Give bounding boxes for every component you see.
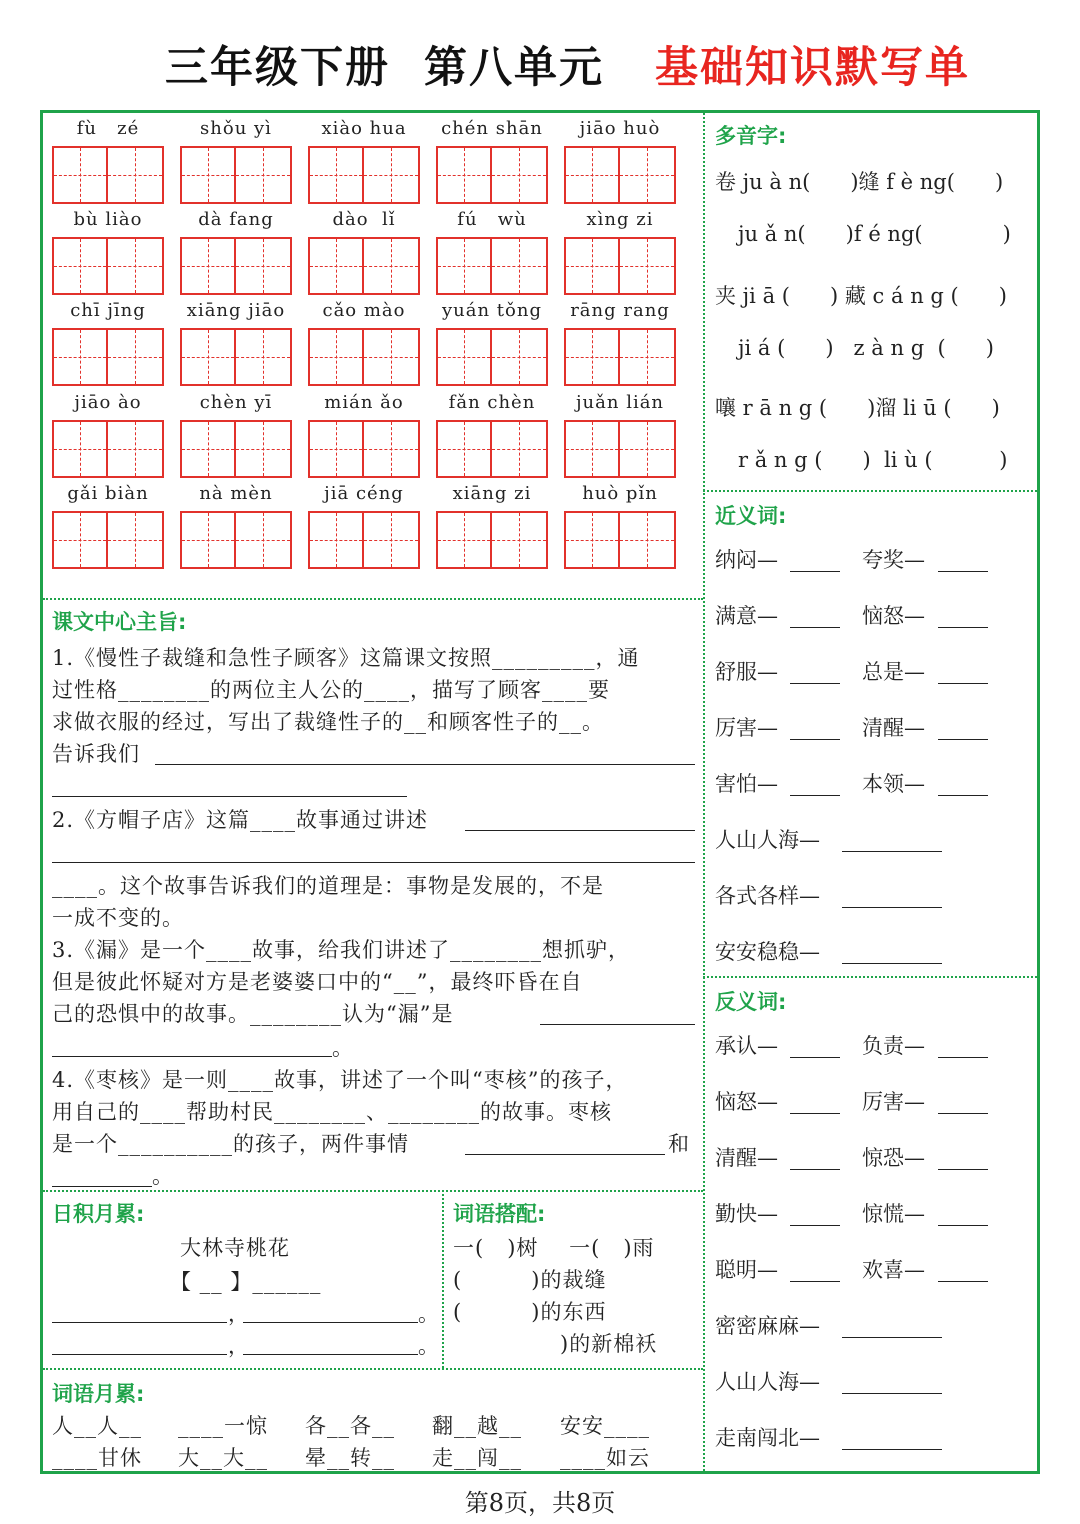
answer-line[interactable]	[155, 764, 695, 765]
writing-cell[interactable]	[364, 237, 420, 295]
writing-cell[interactable]	[436, 511, 492, 569]
pinyin-label: huò pǐn	[582, 483, 658, 504]
poem-period: 。	[418, 1302, 440, 1326]
pinyin-word	[308, 209, 420, 231]
pinyin-word	[308, 483, 420, 505]
theme-line: 用自己的____帮助村民________、________的故事。枣核	[52, 1100, 612, 1124]
writing-cell[interactable]	[492, 328, 548, 386]
pinyin-word	[180, 483, 292, 505]
writing-box-pair	[180, 237, 292, 295]
word-prompt: 恼怒—	[715, 1090, 778, 1114]
answer-line[interactable]	[790, 1281, 840, 1282]
theme-line: ____。这个故事告诉我们的道理是：事物是发展的，不是	[52, 874, 604, 898]
polyphone-line: ji á ( ) z à n g ( )	[738, 336, 994, 360]
theme-line: 。	[332, 1036, 354, 1060]
answer-line[interactable]	[938, 1057, 988, 1058]
word-prompt: 走南闯北—	[715, 1426, 820, 1450]
pinyin-label: cǎo mào	[322, 300, 406, 321]
poem-period: 。	[418, 1334, 440, 1358]
word-prompt: 各式各样—	[715, 884, 820, 908]
word-prompt: 负责—	[862, 1034, 925, 1058]
word-item: 晕__转__	[305, 1446, 395, 1470]
word-item: 各__各__	[305, 1414, 395, 1438]
word-prompt: 承认—	[715, 1034, 778, 1058]
pinyin-label: xiào hua	[321, 118, 407, 139]
writing-box-pair	[52, 328, 164, 386]
answer-line[interactable]	[842, 1337, 942, 1338]
synonyms-heading: 近义词:	[715, 504, 787, 528]
collocation-line: )的新棉袄	[560, 1332, 658, 1356]
writing-cell[interactable]	[308, 237, 364, 295]
pinyin-label: dào lǐ	[332, 209, 396, 230]
writing-cell[interactable]	[180, 511, 236, 569]
writing-cell[interactable]	[108, 146, 164, 204]
answer-line[interactable]	[842, 1393, 942, 1394]
writing-cell[interactable]	[52, 420, 108, 478]
word-prompt: 纳闷—	[715, 548, 778, 572]
writing-cell[interactable]	[236, 420, 292, 478]
pinyin-label: bù liào	[73, 209, 143, 230]
writing-cell[interactable]	[436, 237, 492, 295]
writing-box-pair	[180, 146, 292, 204]
writing-cell[interactable]	[364, 328, 420, 386]
writing-box-pair	[436, 146, 548, 204]
writing-cell[interactable]	[564, 237, 620, 295]
writing-cell[interactable]	[236, 146, 292, 204]
word-prompt: 夸奖—	[862, 548, 925, 572]
answer-line[interactable]	[938, 1113, 988, 1114]
word-prompt: 清醒—	[715, 1146, 778, 1170]
writing-box-pair	[564, 328, 676, 386]
answer-line[interactable]	[52, 1186, 152, 1187]
pinyin-word	[436, 392, 548, 414]
theme-line: 2.《方帽子店》这篇____故事通过讲述	[52, 808, 429, 832]
writing-box-pair	[52, 420, 164, 478]
writing-cell[interactable]	[564, 420, 620, 478]
writing-cell[interactable]	[564, 146, 620, 204]
pinyin-word	[180, 392, 292, 414]
answer-line[interactable]	[790, 1057, 840, 1058]
pinyin-label: fù zé	[76, 118, 140, 139]
collocation-line: ( )的东西	[453, 1300, 607, 1324]
answer-line[interactable]	[52, 862, 695, 863]
word-prompt: 人山人海—	[715, 1370, 820, 1394]
pinyin-label: yuán tǒng	[442, 300, 542, 321]
writing-box-pair	[436, 420, 548, 478]
answer-line[interactable]	[790, 1225, 840, 1226]
writing-cell[interactable]	[108, 420, 164, 478]
writing-box-pair	[564, 511, 676, 569]
antonyms-heading: 反义词:	[715, 990, 787, 1014]
writing-cell[interactable]	[364, 420, 420, 478]
writing-box-pair	[180, 420, 292, 478]
answer-line[interactable]	[842, 851, 942, 852]
poem-title: 大林寺桃花	[180, 1236, 290, 1260]
writing-box-pair	[436, 511, 548, 569]
word-item: ____一惊	[178, 1414, 268, 1438]
page-title	[0, 28, 1080, 94]
pinyin-word	[436, 483, 548, 505]
word-item: 翻__越__	[432, 1414, 522, 1438]
word-item: 安安____	[560, 1414, 650, 1438]
theme-line: 求做衣服的经过，写出了裁缝性子的__和顾客性子的__。	[52, 710, 604, 734]
pinyin-label: gǎi biàn	[67, 483, 149, 504]
word-prompt: 聪明—	[715, 1258, 778, 1282]
word-prompt: 清醒—	[862, 716, 925, 740]
writing-cell[interactable]	[492, 237, 548, 295]
writing-cell[interactable]	[620, 328, 676, 386]
writing-cell[interactable]	[180, 420, 236, 478]
writing-cell[interactable]	[52, 146, 108, 204]
writing-cell[interactable]	[52, 237, 108, 295]
divider	[703, 976, 1037, 978]
writing-cell[interactable]	[52, 328, 108, 386]
writing-cell[interactable]	[620, 146, 676, 204]
writing-cell[interactable]	[620, 511, 676, 569]
pinyin-word	[564, 209, 676, 231]
word-prompt: 恼怒—	[862, 604, 925, 628]
writing-box-pair	[308, 237, 420, 295]
pinyin-label: fú wù	[457, 209, 527, 230]
word-prompt: 密密麻麻—	[715, 1314, 820, 1338]
pinyin-word	[564, 483, 676, 505]
theme-line: 。	[152, 1164, 174, 1188]
theme-line: 过性格________的两位主人公的____，描写了顾客____要	[52, 678, 610, 702]
word-prompt: 安安稳稳—	[715, 940, 820, 964]
polyphone-line: 卷 ju à n( )缝 f è ng( )	[715, 170, 1004, 194]
writing-cell[interactable]	[180, 328, 236, 386]
writing-box-pair	[52, 511, 164, 569]
answer-line[interactable]	[938, 1169, 988, 1170]
pinyin-word	[564, 392, 676, 414]
answer-line[interactable]	[465, 1154, 665, 1155]
pinyin-label: chī jīng	[70, 300, 146, 321]
word-prompt: 本领—	[862, 772, 925, 796]
words-heading: 词语月累:	[52, 1382, 145, 1406]
writing-cell[interactable]	[492, 511, 548, 569]
writing-box-pair	[52, 237, 164, 295]
answer-line[interactable]	[540, 1024, 695, 1025]
answer-line[interactable]	[790, 739, 840, 740]
writing-box-pair	[308, 420, 420, 478]
pinyin-word	[436, 300, 548, 322]
writing-cell[interactable]	[620, 420, 676, 478]
pinyin-label: fǎn chèn	[448, 392, 536, 413]
polyphone-line: 夹 ji ā ( ) 藏 c á n g ( )	[715, 284, 1007, 308]
writing-box-pair	[436, 328, 548, 386]
answer-line[interactable]	[938, 795, 988, 796]
answer-line[interactable]	[52, 796, 407, 797]
writing-cell[interactable]	[108, 328, 164, 386]
poem-comma: ，	[228, 1334, 250, 1358]
divider	[43, 1368, 703, 1370]
writing-cell[interactable]	[364, 146, 420, 204]
writing-box-pair	[180, 511, 292, 569]
pinyin-word	[180, 118, 292, 140]
writing-cell[interactable]	[308, 146, 364, 204]
writing-box-pair	[564, 146, 676, 204]
pinyin-word	[52, 300, 164, 322]
answer-line[interactable]	[52, 1056, 332, 1057]
word-prompt: 舒服—	[715, 660, 778, 684]
writing-cell[interactable]	[436, 420, 492, 478]
writing-cell[interactable]	[436, 146, 492, 204]
writing-cell[interactable]	[436, 328, 492, 386]
word-item: ____甘休	[52, 1446, 142, 1470]
word-prompt: 害怕—	[715, 772, 778, 796]
pinyin-word	[52, 209, 164, 231]
answer-line[interactable]	[243, 1322, 418, 1323]
word-prompt: 厉害—	[715, 716, 778, 740]
answer-line[interactable]	[938, 683, 988, 684]
pinyin-word	[180, 209, 292, 231]
word-prompt: 人山人海—	[715, 828, 820, 852]
pinyin-word	[436, 209, 548, 231]
pinyin-word	[52, 118, 164, 140]
theme-line: 4.《枣核》是一则____故事，讲述了一个叫“枣核”的孩子，	[52, 1068, 628, 1092]
pinyin-label: jiāo ào	[74, 392, 142, 413]
collocation-heading: 词语搭配:	[453, 1202, 546, 1226]
answer-line[interactable]	[938, 1225, 988, 1226]
writing-cell[interactable]	[492, 420, 548, 478]
answer-line[interactable]	[790, 683, 840, 684]
writing-box-pair	[436, 237, 548, 295]
pinyin-label: jiā céng	[324, 483, 404, 504]
answer-line[interactable]	[842, 963, 942, 964]
answer-line[interactable]	[790, 627, 840, 628]
pinyin-word	[564, 300, 676, 322]
pinyin-word	[52, 483, 164, 505]
word-prompt: 欢喜—	[862, 1258, 925, 1282]
divider	[43, 1190, 703, 1192]
answer-line[interactable]	[790, 795, 840, 796]
writing-cell[interactable]	[236, 511, 292, 569]
daily-heading: 日积月累:	[52, 1202, 145, 1226]
collocation-line: 一( )树 一( )雨	[453, 1236, 655, 1260]
pinyin-word	[308, 392, 420, 414]
writing-cell[interactable]	[180, 237, 236, 295]
answer-line[interactable]	[842, 907, 942, 908]
divider	[442, 1190, 444, 1368]
theme-line: 一成不变的。	[52, 906, 184, 930]
writing-box-pair	[308, 511, 420, 569]
pinyin-word	[436, 118, 548, 140]
answer-line[interactable]	[52, 1322, 227, 1323]
answer-line[interactable]	[52, 1354, 227, 1355]
pinyin-word	[308, 300, 420, 322]
writing-cell[interactable]	[492, 146, 548, 204]
answer-line[interactable]	[938, 571, 988, 572]
theme-line: 告诉我们	[52, 742, 140, 766]
theme-line: 是一个__________的孩子，两件事情	[52, 1132, 409, 1156]
word-item: ____如云	[560, 1446, 650, 1470]
word-prompt: 惊慌—	[862, 1202, 925, 1226]
poem-author: 【 __ 】______	[170, 1270, 322, 1294]
writing-cell[interactable]	[308, 420, 364, 478]
answer-line[interactable]	[938, 1281, 988, 1282]
pinyin-label: xìng zi	[586, 209, 654, 230]
page-number: 第8页，共8页	[464, 1489, 616, 1517]
column-divider	[703, 110, 705, 1474]
pinyin-label: chèn yī	[199, 392, 273, 413]
pinyin-label: rāng rang	[570, 300, 670, 321]
pinyin-label: juǎn lián	[575, 392, 665, 413]
pinyin-label: shǒu yì	[200, 118, 272, 139]
word-prompt: 勤快—	[715, 1202, 778, 1226]
pinyin-label: mián ǎo	[324, 392, 404, 413]
poem-comma: ，	[228, 1302, 250, 1326]
writing-cell[interactable]	[564, 328, 620, 386]
pinyin-label: jiāo huò	[579, 118, 661, 139]
answer-line[interactable]	[790, 1169, 840, 1170]
word-item: 人__人__	[52, 1414, 142, 1438]
divider	[43, 598, 703, 600]
answer-line[interactable]	[790, 1113, 840, 1114]
writing-cell[interactable]	[620, 237, 676, 295]
theme-heading: 课文中心主旨:	[52, 610, 187, 634]
writing-cell[interactable]	[108, 511, 164, 569]
theme-line: 己的恐惧中的故事。________认为“漏”是	[52, 1002, 454, 1026]
pinyin-label: dà fang	[198, 209, 274, 230]
writing-cell[interactable]	[108, 237, 164, 295]
writing-cell[interactable]	[236, 237, 292, 295]
writing-cell[interactable]	[308, 511, 364, 569]
polyphone-line: 嚷 r ā n g ( )溜 li ū ( )	[715, 396, 1000, 420]
pinyin-word	[52, 392, 164, 414]
polyphone-line: r ǎ n g ( ) li ù ( )	[738, 448, 1008, 472]
answer-line[interactable]	[790, 571, 840, 572]
writing-cell[interactable]	[52, 511, 108, 569]
writing-cell[interactable]	[180, 146, 236, 204]
writing-cell[interactable]	[564, 511, 620, 569]
theme-line: 和	[668, 1132, 690, 1156]
writing-box-pair	[180, 328, 292, 386]
word-item: 大__大__	[178, 1446, 268, 1470]
pinyin-word	[308, 118, 420, 140]
word-prompt: 总是—	[862, 660, 925, 684]
word-item: 走__闯__	[432, 1446, 522, 1470]
writing-box-pair	[308, 328, 420, 386]
writing-cell[interactable]	[308, 328, 364, 386]
answer-line[interactable]	[243, 1354, 418, 1355]
theme-line: 但是彼此怀疑对方是老婆婆口中的“__”，最终吓昏在自	[52, 970, 583, 994]
writing-box-pair	[564, 420, 676, 478]
writing-cell[interactable]	[236, 328, 292, 386]
pinyin-label: xiāng jiāo	[186, 300, 286, 321]
collocation-line: ( )的裁缝	[453, 1268, 607, 1292]
writing-box-pair	[564, 237, 676, 295]
pinyin-word	[564, 118, 676, 140]
pinyin-label: chén shān	[441, 118, 543, 139]
writing-cell[interactable]	[364, 511, 420, 569]
answer-line[interactable]	[938, 627, 988, 628]
pinyin-label: xiāng zi	[452, 483, 532, 504]
polyphone-line: ju ǎ n( )f é ng( )	[738, 222, 1011, 246]
answer-line[interactable]	[465, 830, 695, 831]
answer-line[interactable]	[842, 1449, 942, 1450]
pinyin-label: nà mèn	[199, 483, 273, 504]
polyphone-heading: 多音字:	[715, 124, 787, 148]
writing-box-pair	[308, 146, 420, 204]
title-grade: 三年级下册 第八单元	[165, 43, 604, 93]
word-prompt: 满意—	[715, 604, 778, 628]
word-prompt: 厉害—	[862, 1090, 925, 1114]
writing-box-pair	[52, 146, 164, 204]
theme-line: 1.《慢性子裁缝和急性子顾客》这篇课文按照_________，通	[52, 646, 640, 670]
answer-line[interactable]	[938, 739, 988, 740]
divider	[703, 490, 1037, 492]
theme-line: 3.《漏》是一个____故事，给我们讲述了________想抓驴，	[52, 938, 631, 962]
pinyin-word	[180, 300, 292, 322]
word-prompt: 惊恐—	[862, 1146, 925, 1170]
title-subject: 基础知识默写单	[655, 43, 970, 93]
